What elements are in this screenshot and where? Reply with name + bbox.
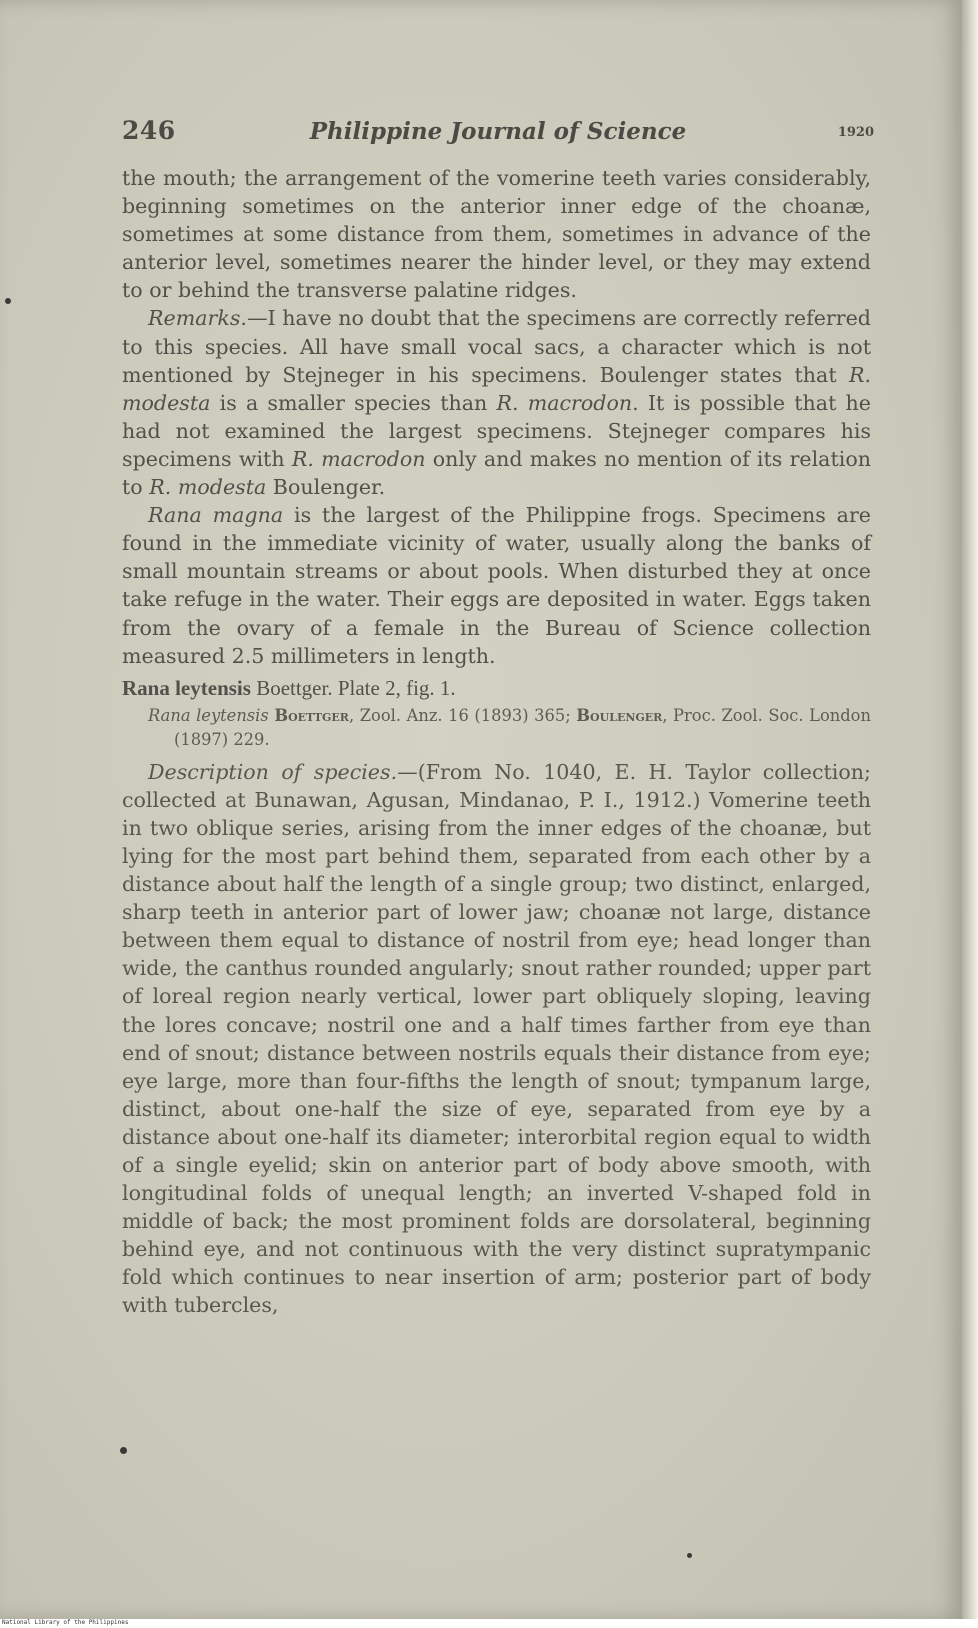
citation-ref: , Proc. Zool. Soc. London (1897) 229.	[174, 705, 871, 749]
footer-strip	[0, 1619, 978, 1628]
species-name: R. macrodon	[496, 390, 633, 415]
species-name: R. modesta	[149, 475, 267, 500]
citation-author: Boettger	[274, 705, 349, 725]
species-name: R. macrodon	[291, 446, 426, 471]
remarks-text: —I have no doubt that the specimens are correctly referred to this species. All have small vocal sacs, a character which is not mentioned by Stejneger in his specimens. Boulenger states that	[122, 306, 871, 387]
running-header	[122, 116, 874, 150]
species-heading-name: Rana leytensis	[122, 675, 251, 700]
description-label: Description of species.	[148, 759, 398, 784]
species-heading-plate: Plate 2, fig. 1.	[332, 675, 456, 700]
scan-speck	[120, 1447, 127, 1454]
page-number: 246	[122, 116, 176, 145]
paragraph-continuation: the mouth; the arrangement of the vomerine teeth varies considerably, beginning sometimes on the anterior inner edge of the choanæ, sometimes at some distance from them, sometimes in advance of the anterior level, sometimes nearer the hinder level, or they may extend to or behind the transverse palatine ridges.	[122, 166, 871, 303]
article-body	[122, 164, 871, 1320]
journal-title: Philippine Journal of Science	[309, 118, 687, 145]
description-text: —(From No. 1040, E. H. Taylor collection; collected at Bunawan, Agusan, Mindanao, P. I., 1912.) Vomerine teeth in two oblique series, arising from the inner edges of the choanæ, but lying for the most part behind them, separated from each other by a distance about half the length of a single group; two distinct, enlarged, sharp teeth in anterior part of lower jaw; choanæ not large, distance between them equal to distance of nostril from eye; head longer than wide, the canthus rounded angularly; snout rather rounded; upper part of loreal region nearly vertical, lower part obliquely sloping, leaving the lores concave; nostril one and a half times farther from eye than end of snout; distance between nostrils equals their distance from eye; eye large, more than four-fifths the length of snout; tympanum large, distinct, about one-half the size of eye, separated from eye by a distance about one-half its diameter; interorbital region equal to width of a single eyelid; skin on anterior part of body above smooth, with longitudinal folds of unequal length; an inverted V-shaped fold in middle of back; the most prominent folds are dorsolateral, beginning behind eye, and not continuous with the very distinct supratympanic fold which continues to near insertion of arm; posterior part of body with tubercles,	[122, 759, 871, 1318]
paragraph-text: is the largest of the Philippine frogs. Specimens are found in the immediate vicinity of water, usually along the banks of small mountain streams or about pools. When disturbed they at once take refuge in the water. Their eggs are deposited in water. Eggs taken from the ovary of a female in the Bureau of Science collection measured 2.5 millimeters in length.	[122, 503, 871, 668]
species-heading	[122, 674, 871, 702]
species-heading-author: Boettger.	[250, 675, 333, 700]
rana-magna-paragraph	[122, 501, 871, 670]
remarks-text: is a smaller species than	[210, 390, 497, 415]
remarks-label: Remarks.	[148, 306, 247, 331]
library-credit: National Library of the Philippines	[2, 1619, 129, 1626]
remarks-paragraph	[122, 304, 871, 501]
species-name: R. modesta	[122, 362, 871, 415]
description-paragraph	[122, 758, 871, 1320]
species-name: Rana magna	[148, 503, 284, 528]
page-edge-shadow	[962, 0, 978, 1619]
citation-author: Boulenger	[576, 705, 663, 725]
synonymy-citation	[148, 704, 871, 752]
species-name: Rana leytensis	[148, 705, 269, 725]
remarks-text: . It is possible that he had not examined the largest specimens. Stejneger compares his specimens with	[122, 390, 871, 471]
remarks-text: only and makes no mention of its relation to	[122, 446, 871, 500]
remarks-text: Boulenger.	[266, 475, 386, 500]
publication-year: 1920	[837, 125, 874, 140]
citation-ref: , Zool. Anz. 16 (1893) 365;	[348, 705, 577, 725]
scan-speck	[5, 298, 11, 304]
scan-speck	[687, 1553, 692, 1558]
